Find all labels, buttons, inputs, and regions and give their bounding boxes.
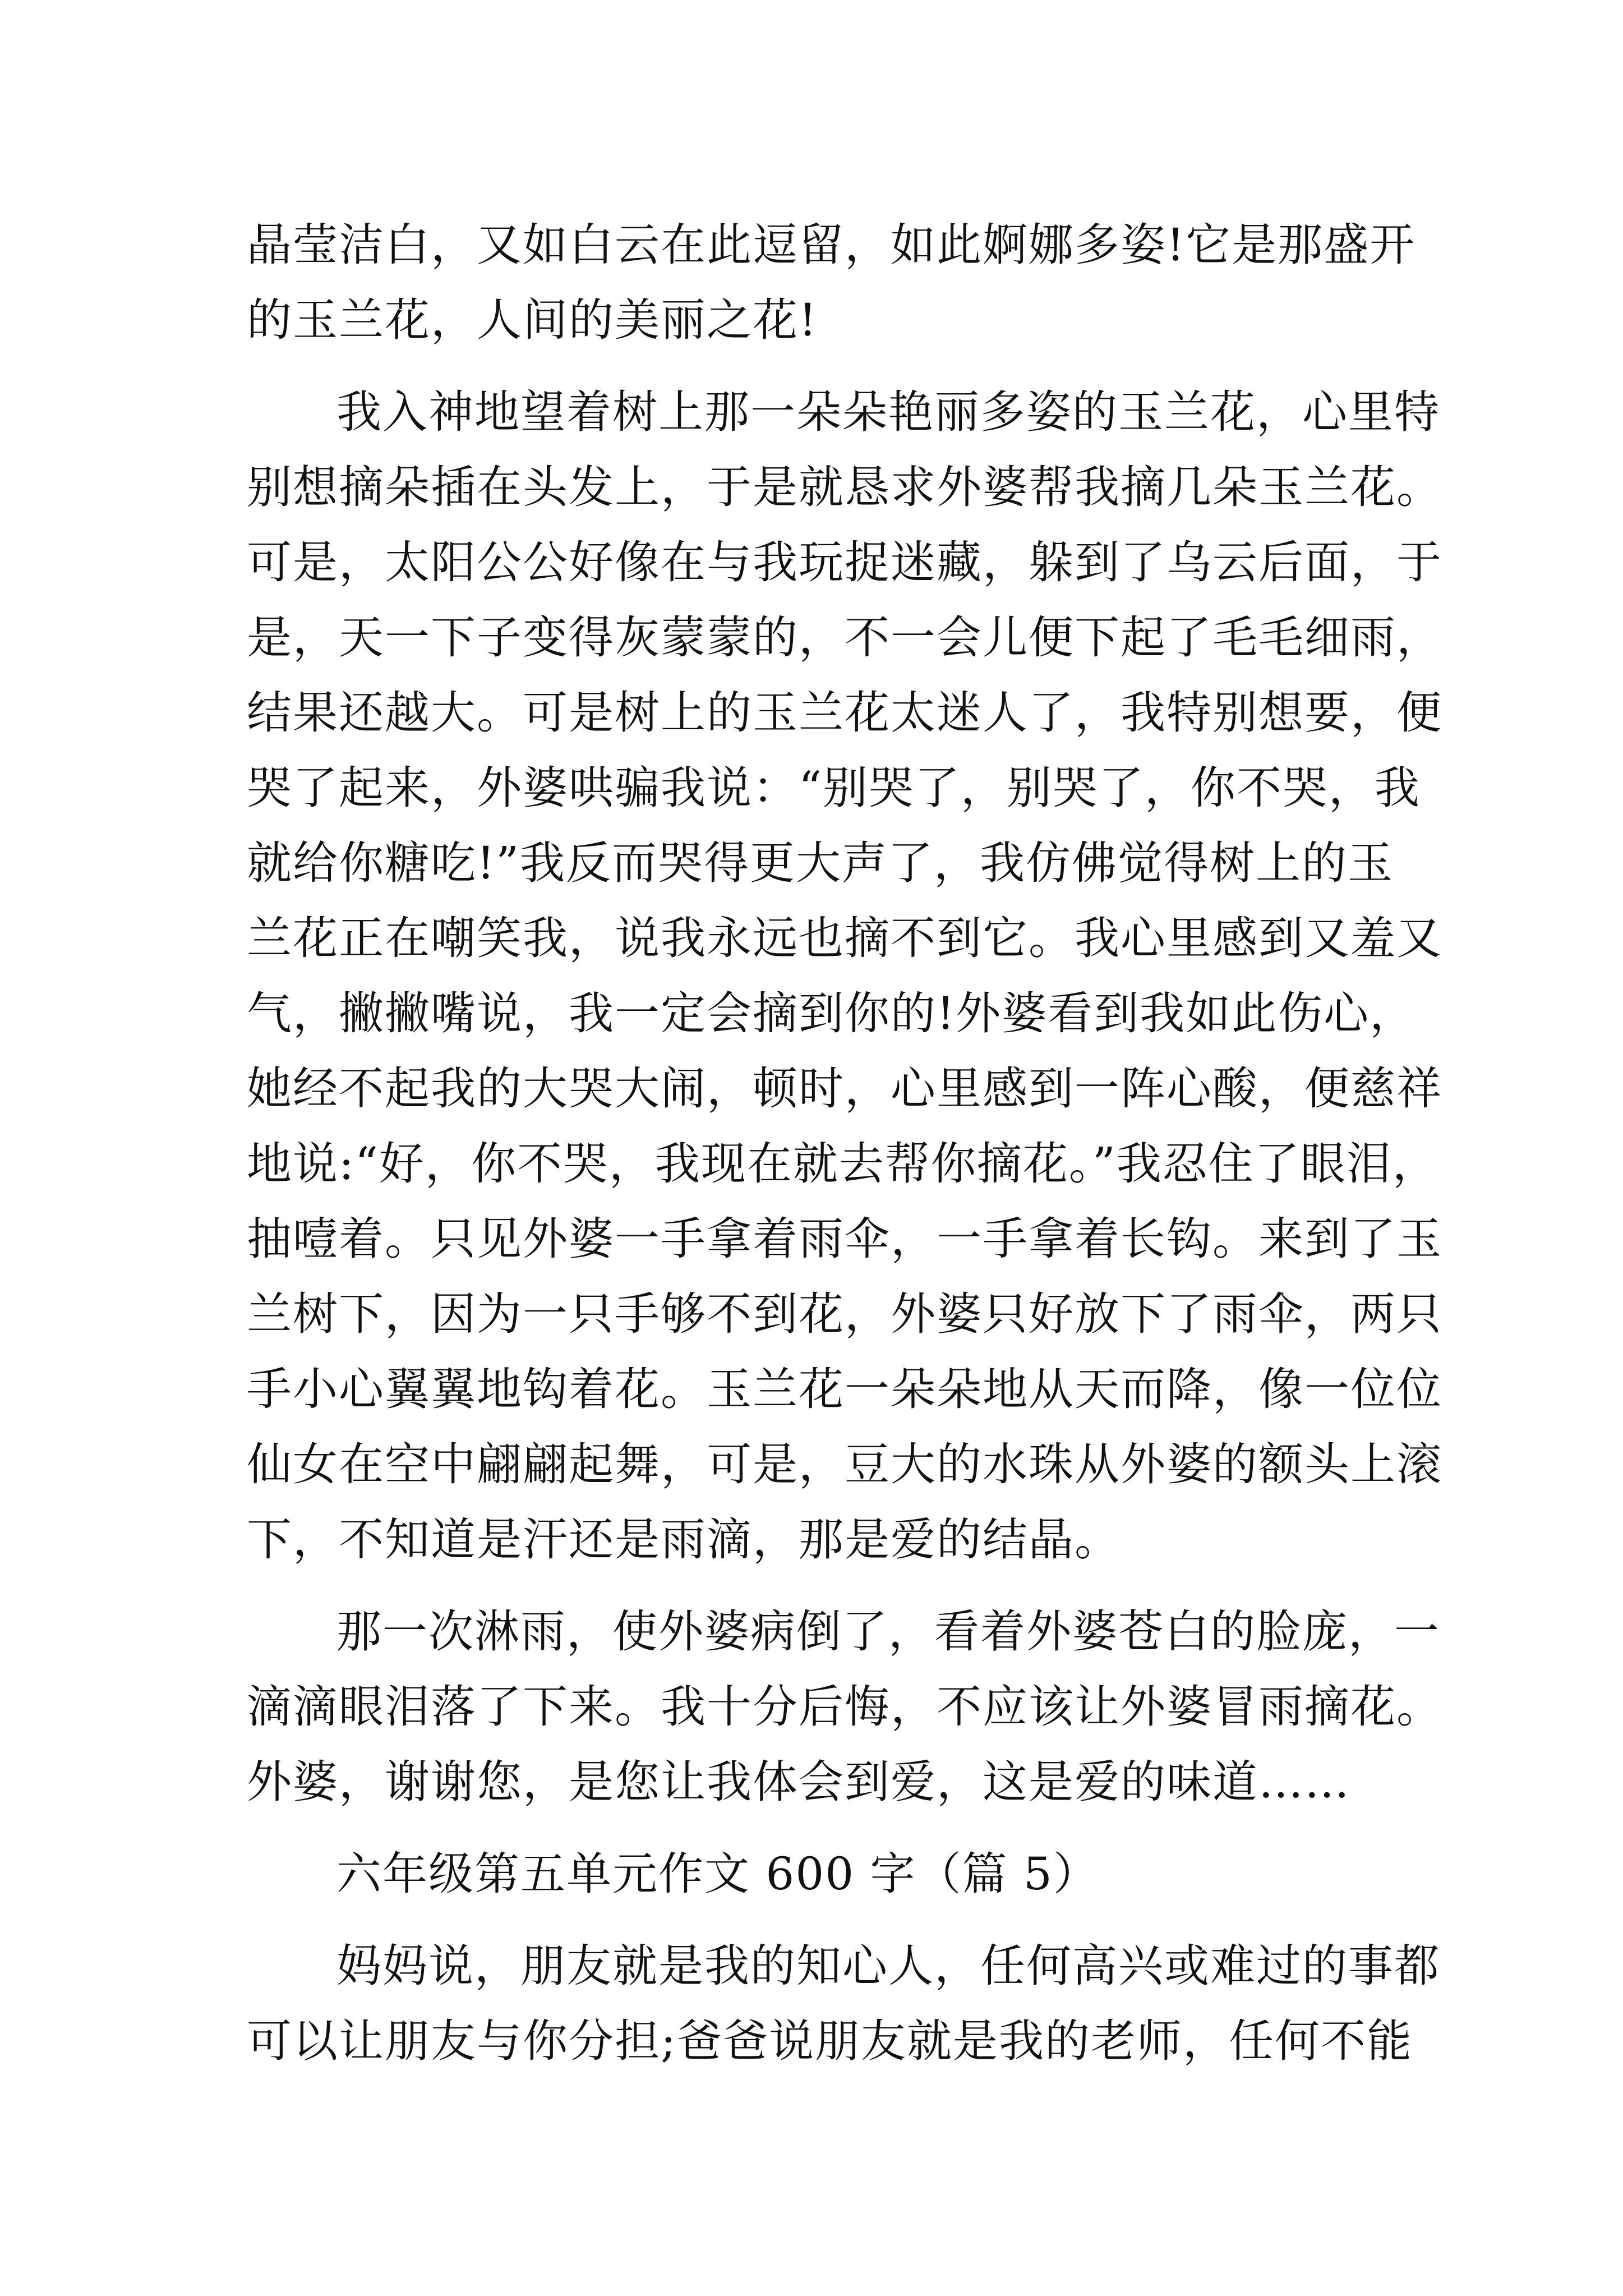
paragraph-2-line-7: 就给你糖吃!”我反而哭得更大声了，我仿佛觉得树上的玉: [247, 837, 1394, 889]
paragraph-2-line-14: 手小心翼翼地钩着花。玉兰花一朵朵地从天而降，像一位位: [247, 1363, 1442, 1415]
document-body: [247, 208, 1442, 2079]
paragraph-2-line-2: 别想摘朵插在头发上，于是就恳求外婆帮我摘几朵玉兰花。: [247, 461, 1442, 513]
paragraph-2-line-12: 抽噎着。只见外婆一手拿着雨伞，一手拿着长钩。来到了玉: [247, 1213, 1442, 1265]
paragraph-2-line-15: 仙女在空中翩翩起舞，可是，豆大的水珠从外婆的额头上滚: [247, 1438, 1442, 1490]
paragraph-2-line-16: 下，不知道是汗还是雨滴，那是爱的结晶。: [247, 1513, 1121, 1566]
paragraph-1-line-2: 的玉兰花，人间的美丽之花!: [247, 294, 818, 346]
paragraph-1-line-1: 晶莹洁白，又如白云在此逗留，如此婀娜多姿!它是那盛开: [247, 219, 1416, 271]
paragraph-4-line-1: 妈妈说，朋友就是我的知心人，任何高兴或难过的事都: [336, 1940, 1440, 1992]
section-heading: 六年级第五单元作文 600 字（篇 5）: [336, 1848, 1099, 1900]
paragraph-2-line-1: 我入神地望着树上那一朵朵艳丽多姿的玉兰花，心里特: [336, 386, 1440, 438]
paragraph-2-line-6: 哭了起来，外婆哄骗我说：“别哭了，别哭了，你不哭，我: [247, 762, 1421, 814]
paragraph-2-line-9: 气，撇撇嘴说，我一定会摘到你的!外婆看到我如此伤心，: [247, 987, 1416, 1039]
paragraph-2-line-10: 她经不起我的大哭大闹，顿时，心里感到一阵心酸，便慈祥: [247, 1062, 1442, 1115]
paragraph-2-line-4: 是，天一下子变得灰蒙蒙的，不一会儿便下起了毛毛细雨，: [247, 611, 1442, 664]
paragraph-3-line-1: 那一次淋雨，使外婆病倒了，看着外婆苍白的脸庞，一: [336, 1605, 1440, 1658]
paragraph-2-line-8: 兰花正在嘲笑我，说我永远也摘不到它。我心里感到又羞又: [247, 912, 1442, 964]
paragraph-2-line-5: 结果还越大。可是树上的玉兰花太迷人了，我特别想要，便: [247, 687, 1442, 739]
paragraph-2-line-11: 地说:“好，你不哭，我现在就去帮你摘花。”我忍住了眼泪，: [247, 1138, 1438, 1190]
paragraph-3-line-3: 外婆，谢谢您，是您让我体会到爱，这是爱的味道……: [247, 1756, 1350, 1808]
paragraph-2-line-13: 兰树下，因为一只手够不到花，外婆只好放下了雨伞，两只: [247, 1288, 1442, 1340]
paragraph-4-line-2: 可以让朋友与你分担;爸爸说朋友就是我的老师，任何不能: [247, 2015, 1413, 2067]
paragraph-2-line-3: 可是，太阳公公好像在与我玩捉迷藏，躲到了乌云后面，于: [247, 536, 1442, 588]
paragraph-3-line-2: 滴滴眼泪落了下来。我十分后悔，不应该让外婆冒雨摘花。: [247, 1681, 1442, 1733]
